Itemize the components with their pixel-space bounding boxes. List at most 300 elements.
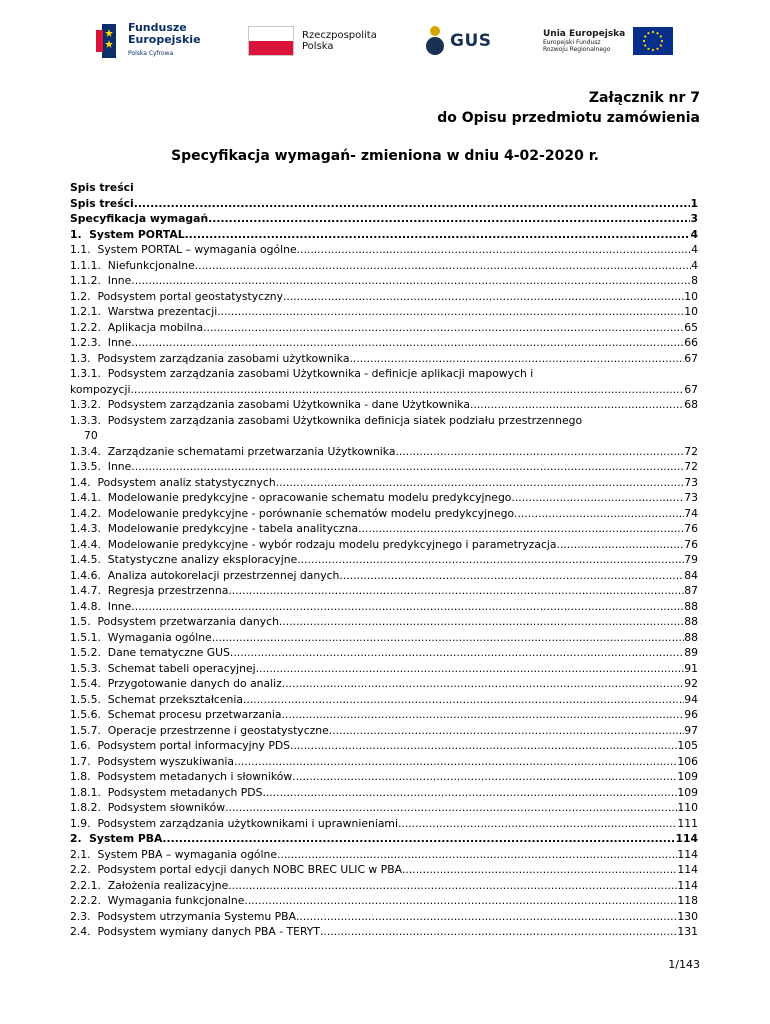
toc-entry-label (70, 242, 297, 258)
toc-entry[interactable] (70, 692, 698, 708)
toc-entry-page: 8 (691, 274, 698, 287)
toc-entry-number: 1.4.1. (70, 491, 101, 504)
toc-dot-leader (212, 630, 685, 646)
toc-entry[interactable] (70, 583, 698, 599)
toc-entry-number: 1. (70, 227, 82, 241)
toc-entry[interactable] (70, 800, 698, 816)
toc-dot-leader (395, 444, 684, 460)
toc-entry-title: Podsystem zarządzania zasobami Użytkownika - dane Użytkownika (107, 398, 470, 411)
toc-entry[interactable] (70, 707, 698, 723)
toc-entry-title: System PORTAL (89, 227, 185, 241)
toc-entry-label (70, 583, 228, 599)
toc-dot-leader (130, 382, 684, 398)
toc-entry-number: 1.4.8. (70, 599, 101, 613)
toc-entry-title: System PBA (89, 832, 163, 845)
toc-entry[interactable] (70, 382, 698, 398)
toc-entry-number: 2.3. (70, 909, 91, 923)
toc-entry[interactable] (70, 614, 698, 630)
toc-entry-title: Podsystem analiz statystycznych (97, 475, 276, 489)
toc-entry[interactable] (70, 723, 698, 739)
toc-entry[interactable] (70, 459, 698, 475)
toc-entry-label (70, 227, 185, 243)
toc-entry[interactable] (70, 661, 698, 677)
toc-entry-title: Podsystem zarządzania zasobami Użytkownika definicja siatek podziału przestrzennego (107, 413, 583, 427)
toc-entry-page: 67 (684, 382, 698, 396)
toc-entry-page: 4 (691, 243, 698, 256)
toc-entry-label (70, 800, 225, 816)
toc-entry-page: 79 (684, 553, 698, 566)
toc-entry-title: Podsystem zarządzania użytkownikami i uprawnieniami (97, 816, 398, 830)
toc-entry[interactable] (70, 335, 698, 351)
eu-flag-icon (633, 27, 673, 55)
toc-entry[interactable] (70, 754, 698, 770)
toc-entry-title: Schemat przekształcenia (107, 692, 243, 706)
toc-entry-label (70, 692, 243, 708)
toc-entry-page: 66 (684, 336, 698, 349)
toc-entry-label (70, 816, 398, 832)
toc-entry-label (70, 568, 339, 584)
toc-entry-title: Podsystem portal informacyjny PDS (97, 739, 291, 752)
toc-dot-leader (398, 816, 677, 832)
toc-entry-number: 1.5.6. (70, 708, 101, 721)
toc-entry-number: 2.1. (70, 847, 91, 861)
toc-entry-number: 1.1. (70, 243, 91, 256)
toc-dot-leader (131, 273, 691, 289)
toc-entry-number: 1.4.6. (70, 568, 101, 582)
toc-dot-leader (511, 490, 684, 506)
toc-entry-page: 88 (684, 615, 698, 628)
toc-entry[interactable] (70, 413, 698, 429)
document-title: Specyfikacja wymagań- zmieniona w dniu 4-02-2020 r. (171, 148, 599, 164)
toc-entry-number: 1.8. (70, 770, 91, 783)
toc-dot-leader (358, 521, 684, 537)
toc-entry-number: 2.4. (70, 925, 91, 938)
toc-entry-title: Przygotowanie danych do analiz (107, 677, 282, 690)
toc-entry-page: 10 (684, 289, 698, 303)
toc-entry-page: 73 (684, 491, 698, 504)
toc-entry-number: 2. (70, 832, 82, 845)
toc-entry-page: 111 (677, 816, 698, 830)
toc-entry-label (70, 909, 296, 925)
toc-entry-number: 1.4.5. (70, 553, 101, 566)
toc-dot-leader (162, 831, 675, 847)
toc-dot-leader (185, 227, 691, 243)
toc-entry-number: 2.2. (70, 863, 91, 876)
toc-entry-title: Operacje przestrzenne i geostatystyczne (107, 723, 329, 737)
toc-entry-title: System PORTAL – wymagania ogólne (97, 243, 297, 256)
toc-entry-page: 114 (677, 863, 698, 876)
toc-entry-label (70, 258, 195, 274)
toc-dot-leader (282, 676, 684, 692)
toc-entry-title: Inne (107, 460, 132, 473)
toc-entry-number: 1.2.3. (70, 336, 101, 349)
toc-entry-label (70, 676, 282, 692)
toc-entry-page: 76 (684, 537, 698, 551)
toc-dot-leader (262, 785, 677, 801)
toc-dot-leader (339, 568, 684, 584)
toc-entry-number: 1.5.7. (70, 723, 101, 737)
toc-entry-label (70, 537, 557, 553)
toc-entry-page: 87 (684, 584, 698, 597)
toc-entry-page: 65 (684, 320, 698, 334)
toc-entry[interactable] (70, 351, 698, 367)
toc-entry[interactable] (70, 196, 698, 212)
toc-entry-title: Modelowanie predykcyjne - tabela analityczna (107, 522, 359, 535)
attachment-number: Załącznik nr 7 (588, 90, 700, 106)
toc-entry[interactable] (70, 475, 698, 491)
toc-entry-label (70, 289, 283, 305)
toc-entry-label (70, 630, 212, 646)
toc-entry[interactable] (70, 738, 698, 754)
toc-entry[interactable] (70, 304, 698, 320)
toc-dot-leader (276, 475, 685, 491)
toc-dot-leader (290, 738, 677, 754)
toc-entry-number: 1.9. (70, 816, 91, 830)
toc-entry[interactable] (70, 227, 698, 243)
toc-entry-label (70, 475, 276, 491)
toc-entry-title: Podsystem portal edycji danych NOBC BREC ULIC w PBA (97, 863, 402, 876)
toc-entry-title: Podsystem utrzymania Systemu PBA (97, 909, 296, 923)
toc-entry-number: 1.5. (70, 615, 91, 628)
toc-entry-number: 1.7. (70, 754, 91, 768)
toc-entry-title: Wymagania ogólne (107, 630, 212, 644)
toc-dot-leader (234, 754, 677, 770)
toc-entry-number: 1.5.1. (70, 630, 101, 644)
toc-entry-page: 109 (677, 770, 698, 783)
toc-entry-number: 1.3.4. (70, 444, 101, 458)
toc-entry-number: 1.2.1. (70, 305, 101, 318)
toc-dot-leader (230, 645, 684, 661)
toc-entry[interactable] (70, 924, 698, 940)
toc-dot-leader (297, 552, 684, 568)
toc-entry[interactable] (70, 366, 698, 382)
toc-entry-label (70, 738, 290, 754)
fe-star-flag-icon (96, 20, 122, 62)
toc-entry-title: Warstwa prezentacji (107, 305, 218, 318)
page-indicator: 1/143 (668, 958, 700, 971)
toc-entry-page: 110 (677, 801, 698, 814)
toc-dot-leader (131, 599, 684, 615)
toc-entry-number: 1.8.1. (70, 785, 101, 799)
toc-entry-title: System PBA – wymagania ogólne (97, 847, 278, 861)
toc-entry-title: Schemat procesu przetwarzania (107, 708, 282, 721)
toc-entry-page: 114 (675, 832, 698, 845)
toc-entry[interactable] (70, 676, 698, 692)
toc-dot-leader (402, 862, 677, 878)
toc-entry[interactable] (70, 645, 698, 661)
toc-dot-leader (297, 242, 692, 258)
toc-entry-label (70, 397, 470, 413)
toc-entry-label (70, 599, 131, 615)
toc-entry[interactable] (70, 289, 698, 305)
toc-entry-page: 1 (690, 196, 698, 210)
fe-line1: Fundusze (128, 21, 187, 34)
toc-dot-leader (203, 320, 684, 336)
toc-entry-page: 131 (677, 925, 698, 938)
gus-logo (424, 18, 492, 64)
toc-entry-label (70, 754, 234, 770)
toc-dot-leader (283, 289, 684, 305)
toc-entry-label (84, 428, 98, 444)
toc-entry[interactable] (70, 893, 698, 909)
toc-entry-page: 72 (684, 460, 698, 473)
toc-dot-leader (329, 723, 684, 739)
toc-entry-label (70, 924, 320, 940)
toc-entry-number: 1.2. (70, 289, 91, 303)
toc-entry-page: 68 (684, 398, 698, 411)
toc-entry-title: Podsystem przetwarzania danych (97, 615, 279, 628)
toc-entry[interactable] (70, 521, 698, 537)
toc-entry-page: 105 (677, 739, 698, 752)
ue-line3: Rozwoju Regionalnego (543, 46, 611, 53)
toc-dot-leader (514, 506, 684, 522)
toc-entry-label (70, 382, 130, 398)
toc-entry-number: 1.3.2. (70, 398, 101, 411)
toc-entry-page: 3 (690, 212, 698, 225)
toc-entry-label (70, 196, 134, 212)
toc-entry-title: Modelowanie predykcyjne - wybór rodzaju modelu predykcyjnego i parametryzacja (107, 537, 557, 551)
toc-entry-title: Dane tematyczne GUS (107, 646, 230, 659)
toc-dot-leader (228, 583, 684, 599)
toc-dot-leader (243, 692, 684, 708)
toc-entry-label (70, 413, 582, 429)
toc-entry-title: Analiza autokorelacji przestrzennej danych (107, 568, 340, 582)
rzeczpospolita-logo (248, 18, 377, 64)
toc-entry-title: Założenia realizacyjne (107, 878, 229, 892)
toc-entry-title: Modelowanie predykcyjne - opracowanie schematu modelu predykcyjnego (107, 491, 512, 504)
toc-entry-label (70, 862, 402, 878)
toc-entry-title: Podsystem portal geostatystyczny (97, 289, 283, 303)
toc-entry-label (70, 769, 292, 785)
toc-entry-label (70, 459, 131, 475)
toc-entry-title: Podsystem wyszukiwania (97, 754, 235, 768)
toc-entry[interactable] (70, 211, 698, 227)
toc-entry-label (70, 521, 358, 537)
toc-entry[interactable] (70, 847, 698, 863)
toc-dot-leader (244, 893, 677, 909)
toc-entry-label (70, 335, 131, 351)
toc-entry-label (70, 847, 277, 863)
toc-entry-title: Aplikacja mobilna (107, 320, 204, 334)
toc-entry-number: 1.4. (70, 475, 91, 489)
toc-entry-page: 84 (684, 568, 698, 582)
toc-entry-label (70, 444, 395, 460)
toc-entry[interactable] (70, 490, 698, 506)
toc-dot-leader (256, 661, 685, 677)
toc-entry-page: 76 (684, 522, 698, 535)
toc-entry-label (70, 723, 329, 739)
toc-entry-title: 70 (84, 429, 98, 442)
toc-entry-number: 1.8.2. (70, 801, 101, 814)
toc-entry[interactable] (70, 273, 698, 289)
toc-entry-label (70, 893, 244, 909)
toc-entry-title: Schemat tabeli operacyjnej (107, 661, 256, 675)
rp-line2: Polska (302, 41, 334, 52)
fe-line3: Polska Cyfrowa (128, 50, 174, 57)
toc-entry-number: 1.3.5. (70, 460, 101, 473)
toc-entry-label (70, 878, 228, 894)
toc-entry-number: 2.2.2. (70, 894, 101, 907)
toc-entry-label (70, 304, 217, 320)
toc-entry[interactable] (70, 785, 698, 801)
toc-entry-title: Wymagania funkcjonalne (107, 894, 245, 907)
toc-entry[interactable] (70, 878, 698, 894)
toc-entry-page: 74 (684, 506, 698, 520)
toc-entry-number: 1.3. (70, 351, 91, 365)
toc-entry-number: 1.1.1. (70, 258, 101, 272)
toc-entry-title: Podsystem słowników (107, 801, 226, 814)
toc-entry[interactable] (70, 769, 698, 785)
toc-entry-number: 1.5.5. (70, 692, 101, 706)
toc-dot-leader (225, 800, 677, 816)
toc-entry-label (70, 707, 281, 723)
toc-entry-title: Inne (107, 274, 132, 287)
toc-entry-title: Podsystem zarządzania zasobami Użytkownika - definicje aplikacji mapowych i (107, 367, 534, 380)
toc-dot-leader (217, 304, 684, 320)
toc-entry-number: 1.4.2. (70, 506, 101, 520)
attachment-subtitle: do Opisu przedmiotu zamówienia (437, 110, 700, 126)
rp-line1: Rzeczpospolita (302, 30, 377, 41)
toc-entry-number: 1.3.1. (70, 367, 101, 380)
toc-entry[interactable] (70, 831, 698, 847)
toc-entry[interactable] (70, 242, 698, 258)
toc-entry[interactable] (70, 444, 698, 460)
toc-entry-title: Zarządzanie schematami przetwarzania Użytkownika (107, 444, 396, 458)
toc-entry-page: 109 (677, 785, 698, 799)
toc-entry-page: 91 (684, 661, 698, 675)
toc-entry-page: 114 (677, 847, 698, 861)
fe-line2: Europejskie (128, 33, 201, 46)
toc-entry[interactable] (70, 397, 698, 413)
toc-entry-page: 96 (684, 708, 698, 721)
toc-entry-label (70, 320, 203, 336)
toc-entry-number: 2.2.1. (70, 878, 101, 892)
toc-entry[interactable] (70, 320, 698, 336)
toc-entry[interactable] (70, 909, 698, 925)
toc-entry-title: Podsystem metadanych i słowników (97, 770, 293, 783)
toc-entry-number: 1.5.2. (70, 646, 101, 659)
toc-entry-label (70, 273, 131, 289)
toc-entry-title: Regresja przestrzenna (107, 584, 229, 597)
toc-dot-leader (320, 924, 677, 940)
toc-dot-leader (349, 351, 684, 367)
toc-entry-page: 106 (677, 754, 698, 768)
toc-entry-label (70, 661, 256, 677)
toc-entry-number: 1.6. (70, 739, 91, 752)
toc-dot-leader (131, 335, 684, 351)
toc-entry-title: Inne (107, 336, 132, 349)
toc-entry-title: Niefunkcjonalne (107, 258, 195, 272)
toc-entry[interactable] (70, 552, 698, 568)
toc-entry-title: Modelowanie predykcyjne - porównanie schematów modelu predykcyjnego (107, 506, 515, 520)
toc-entry-number: 1.1.2. (70, 274, 101, 287)
toc-entry[interactable] (70, 258, 698, 274)
toc-entry-page: 130 (677, 909, 698, 923)
toc-entry-label (70, 366, 533, 382)
toc-entry-number: 1.3.3. (70, 413, 101, 427)
toc-entry[interactable] (70, 630, 698, 646)
toc-entry[interactable] (70, 599, 698, 615)
logo-bar (0, 18, 770, 68)
table-of-contents (70, 180, 698, 940)
toc-dot-leader (134, 196, 691, 212)
toc-dot-leader (281, 707, 684, 723)
toc-entry-label (70, 614, 279, 630)
toc-entry-page: 92 (684, 677, 698, 690)
toc-entry-page: 118 (677, 894, 698, 907)
toc-entry-title: Podsystem metadanych PDS (107, 785, 263, 799)
toc-entry-page: 114 (677, 878, 698, 892)
gus-text: GUS (450, 31, 492, 51)
toc-entry-label (70, 552, 297, 568)
toc-entry-number: 1.4.4. (70, 537, 101, 551)
ue-line2: Europejski Fundusz (543, 39, 601, 46)
toc-entry-title: kompozycji (70, 382, 131, 396)
unia-europejska-logo (543, 18, 673, 64)
toc-entry-title: Statystyczne analizy eksploracyjne (107, 553, 298, 566)
ue-line1: Unia Europejska (543, 29, 626, 39)
toc-entry-page: 67 (684, 351, 698, 365)
toc-dot-leader (279, 614, 684, 630)
toc-entry-title: Spis treści (70, 196, 134, 210)
toc-entry[interactable] (70, 506, 698, 522)
toc-dot-leader (557, 537, 685, 553)
toc-dot-leader (195, 258, 691, 274)
toc-entry-title: Podsystem wymiany danych PBA - TERYT (97, 925, 320, 938)
toc-entry-label (70, 645, 230, 661)
toc-entry-label (70, 506, 514, 522)
toc-dot-leader (292, 769, 677, 785)
toc-entry-number: 1.2.2. (70, 320, 101, 334)
toc-entry[interactable] (70, 537, 698, 553)
toc-dot-leader (208, 211, 690, 227)
toc-dot-leader (228, 878, 677, 894)
toc-entry-label (70, 785, 262, 801)
toc-entry-page: 73 (684, 475, 698, 489)
toc-heading: Spis treści (70, 181, 134, 194)
toc-entry-page: 4 (690, 227, 698, 241)
toc-entry-number: 1.4.7. (70, 584, 101, 597)
fundusze-europejskie-logo (96, 18, 201, 64)
toc-entry[interactable] (70, 862, 698, 878)
toc-entry-label (70, 490, 511, 506)
toc-entry-page: 88 (684, 599, 698, 613)
toc-entry-number: 1.5.3. (70, 661, 101, 675)
toc-entry[interactable] (70, 568, 698, 584)
toc-entry[interactable] (70, 816, 698, 832)
toc-entry-title: Podsystem zarządzania zasobami użytkownika (97, 351, 350, 365)
toc-entry-label (70, 831, 162, 847)
toc-entry-label (70, 351, 349, 367)
toc-entry-page: 89 (684, 646, 698, 659)
toc-entry-page: 10 (684, 305, 698, 318)
toc-entry-number: 1.4.3. (70, 522, 101, 535)
toc-entry-title: Specyfikacja wymagań (70, 212, 209, 225)
toc-entry-page: 97 (684, 723, 698, 737)
toc-dot-leader (296, 909, 677, 925)
toc-dot-leader (131, 459, 684, 475)
gus-mark-icon (424, 25, 446, 57)
toc-entry-page: 94 (684, 692, 698, 706)
toc-entry[interactable] (70, 428, 698, 444)
toc-dot-leader (470, 397, 684, 413)
toc-entry-label (70, 211, 208, 227)
toc-entry-title: Inne (107, 599, 132, 613)
toc-entry-page: 88 (684, 630, 698, 644)
toc-entry-page: 72 (684, 444, 698, 458)
toc-dot-leader (277, 847, 677, 863)
polish-flag-icon (248, 26, 294, 56)
